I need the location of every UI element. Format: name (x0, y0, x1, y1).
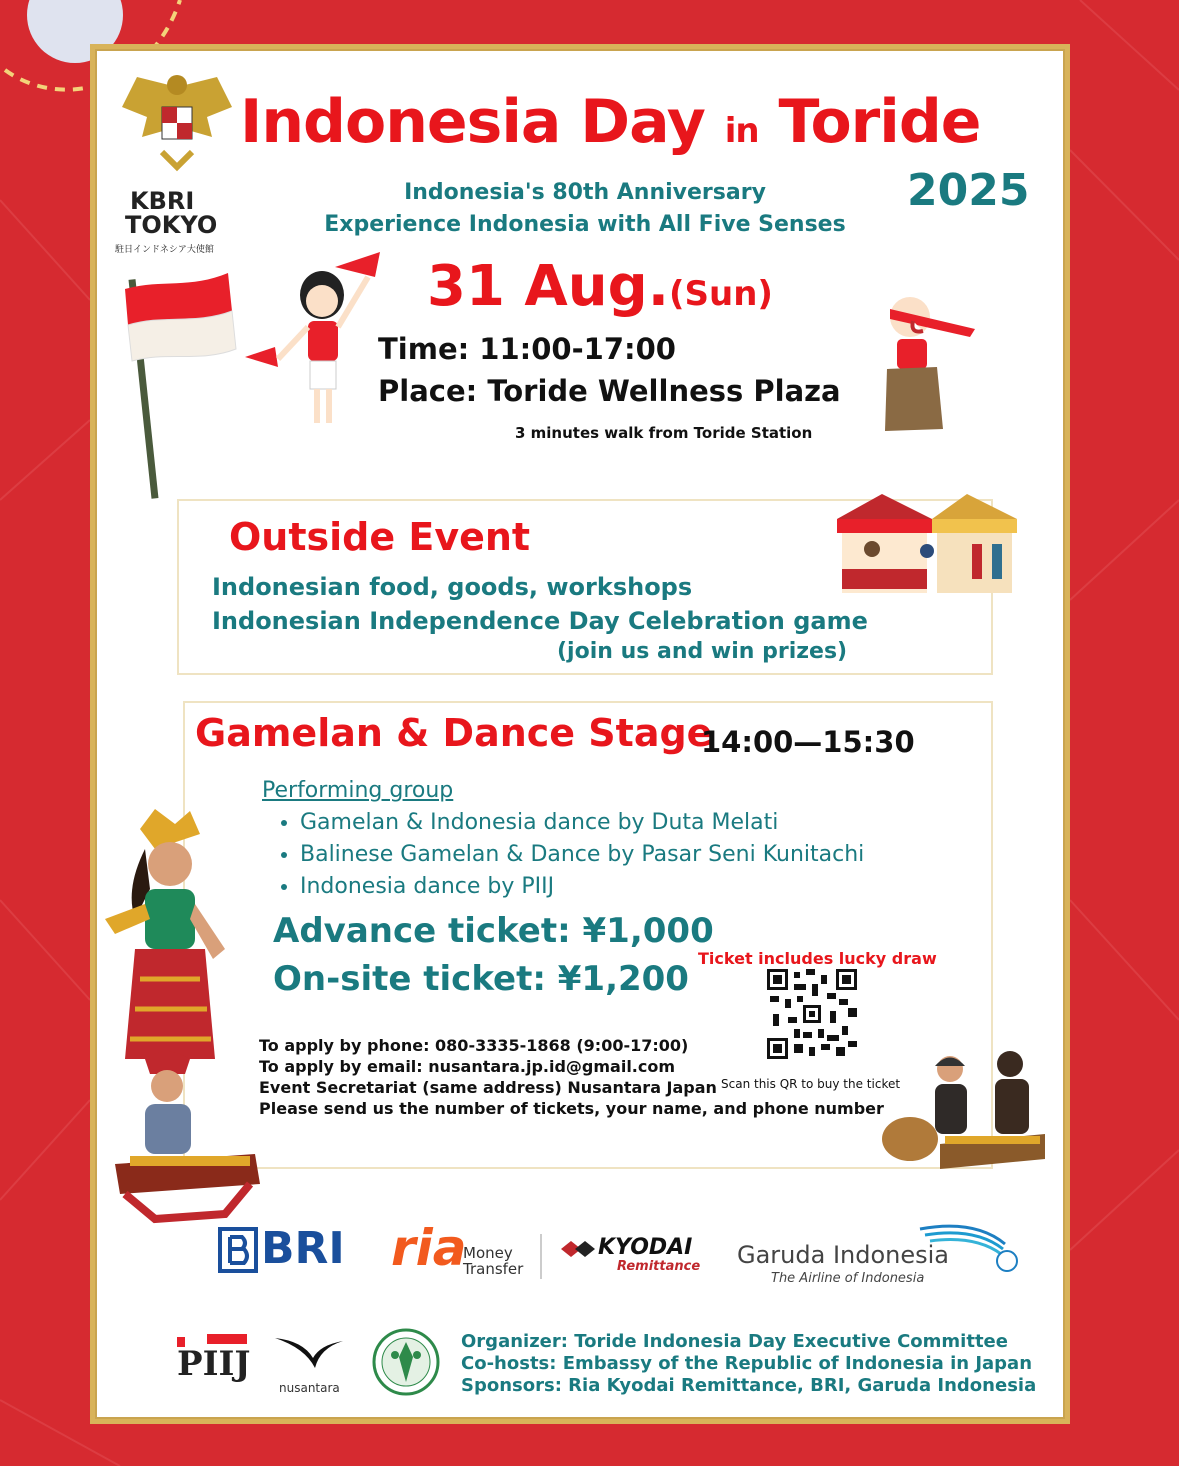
event-place: Place: Toride Wellness Plaza (378, 374, 841, 408)
kbri-japanese-label: 駐日インドネシア大使館 (115, 245, 214, 255)
kbri-label: KBRI (130, 187, 195, 215)
subtitle-line2: Experience Indonesia with All Five Senses (324, 212, 846, 237)
list-item: • Balinese Gamelan & Dance by Pasar Seni Kunitachi (300, 839, 864, 871)
performing-group-list (260, 807, 864, 903)
lucky-draw-note: Ticket includes lucky draw (698, 949, 937, 968)
ria-sub2: Transfer (463, 1260, 524, 1278)
apply-phone: To apply by phone: 080-3335-1868 (9:00-17:00) (259, 1036, 689, 1055)
girl-with-flags-icon (240, 247, 390, 437)
performing-group-heading: Performing group (262, 778, 454, 803)
ria-subtitle (463, 1245, 523, 1277)
balinese-dancer-icon (95, 809, 245, 1069)
stage-time: 14:00—15:30 (701, 725, 915, 759)
subtitle (295, 177, 875, 241)
kyodai-logo-icon (561, 1241, 597, 1257)
garuda-emblem-icon (117, 67, 237, 177)
secretariat: Event Secretariat (same address) Nusantara Japan (259, 1078, 717, 1097)
title-part2: Toride (778, 87, 981, 157)
outside-line1: Indonesian food, goods, workshops (212, 573, 693, 601)
kyodai-logo-text: KYODAI (598, 1235, 693, 1260)
list-item: • Indonesia dance by PIIJ (300, 871, 864, 903)
ria-sub1: Money (463, 1244, 513, 1262)
poster (90, 44, 1070, 1424)
advance-ticket-price: Advance ticket: ¥1,000 (273, 911, 714, 951)
duta-melati-logo-icon (371, 1327, 441, 1397)
title-part1: Indonesia Day (240, 87, 705, 157)
event-time: Time: 11:00-17:00 (378, 332, 676, 366)
sponsors-list: Sponsors: Ria Kyodai Remittance, BRI, Garuda Indonesia (461, 1375, 1037, 1396)
piij-logo (177, 1334, 251, 1390)
sponsor-divider (540, 1234, 542, 1279)
outside-event-title: Outside Event (229, 515, 531, 559)
nusantara-bird-icon (275, 1333, 345, 1373)
ria-logo-text: ria (391, 1219, 467, 1277)
market-stall-icon (832, 489, 1022, 604)
kyodai-subtitle: Remittance (617, 1259, 701, 1274)
indonesian-flag-icon (110, 259, 240, 499)
cohosts: Co-hosts: Embassy of the Republic of Indonesia in Japan (461, 1353, 1033, 1374)
outside-line3: (join us and win prizes) (557, 639, 848, 664)
subtitle-line1: Indonesia's 80th Anniversary (404, 180, 766, 205)
onsite-ticket-price: On-site ticket: ¥1,200 (273, 959, 689, 999)
date-text: 31 Aug. (427, 254, 669, 319)
page-title (240, 87, 980, 157)
nusantara-logo-text: nusantara (279, 1381, 340, 1395)
garuda-subtitle: The Airline of Indonesia (771, 1271, 925, 1286)
event-access: 3 minutes walk from Toride Station (515, 424, 813, 442)
event-date (427, 254, 773, 319)
gamelan-player-icon (105, 1044, 265, 1224)
piij-logo-text: PIIJ (177, 1344, 251, 1384)
bri-logo-text: BRI (261, 1223, 345, 1274)
day-text: (Sun) (669, 274, 773, 314)
year: 2025 (907, 165, 1030, 216)
organizer: Organizer: Toride Indonesia Day Executive Committee (461, 1331, 1008, 1352)
list-item: • Gamelan & Indonesia dance by Duta Melati (300, 807, 864, 839)
ticket-qr-code[interactable] (767, 969, 857, 1059)
qr-caption: Scan this QR to buy the ticket (721, 1077, 901, 1091)
outside-line2: Indonesian Independence Day Celebration game (212, 607, 868, 635)
garuda-bird-icon (915, 1219, 1025, 1279)
gamelan-ensemble-icon (880, 1044, 1050, 1184)
sack-race-boy-icon (875, 289, 985, 439)
organizer-info (461, 1331, 1036, 1397)
stage-title: Gamelan & Dance Stage (195, 711, 713, 755)
title-in: in (724, 111, 759, 151)
apply-instructions: Please send us the number of tickets, your name, and phone number (259, 1099, 884, 1118)
stage-box (183, 701, 993, 1169)
garuda-logo-text: Garuda Indonesia (737, 1241, 950, 1269)
bri-logo-icon (218, 1227, 258, 1273)
tokyo-label: TOKYO (125, 211, 218, 239)
apply-email: To apply by email: nusantara.jp.id@gmail.com (259, 1057, 676, 1076)
